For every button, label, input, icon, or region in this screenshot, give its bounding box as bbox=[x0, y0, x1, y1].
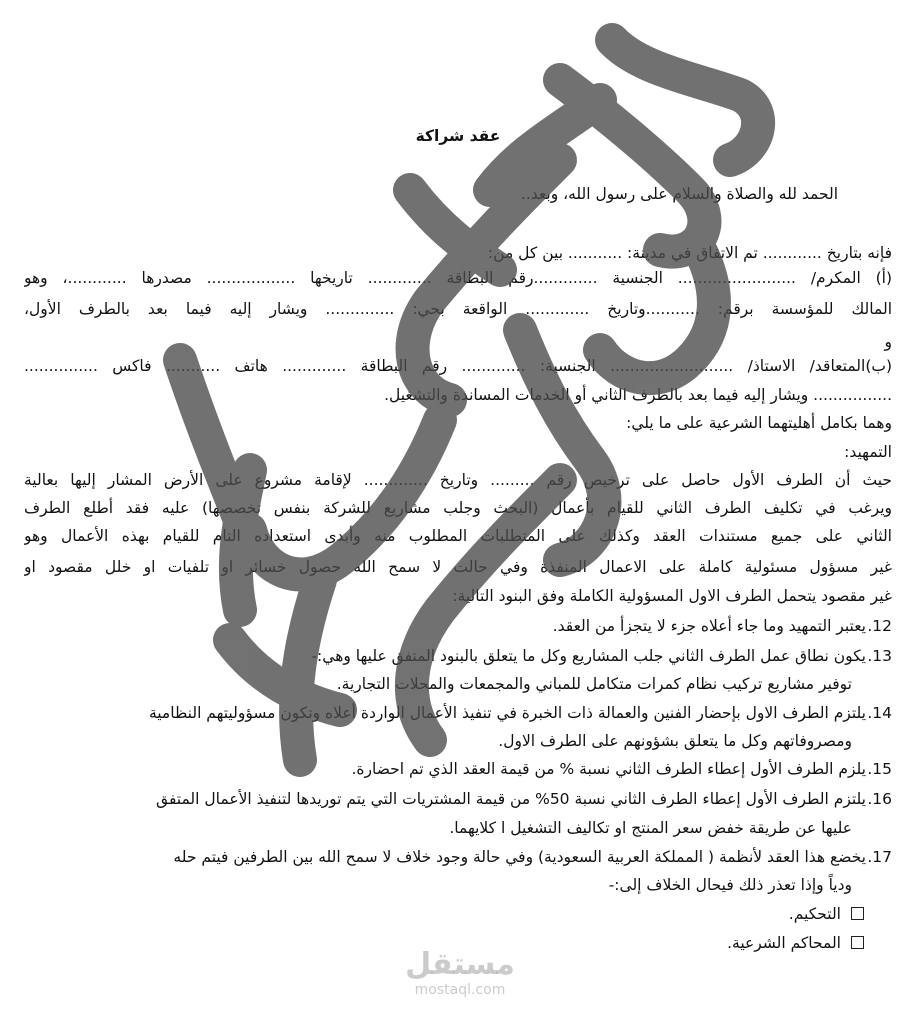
clause-14 bbox=[24, 701, 892, 725]
option-label: التحكيم. bbox=[788, 905, 841, 923]
clause-number: 17. bbox=[867, 848, 892, 866]
clause-number: 13. bbox=[867, 647, 892, 665]
checkbox-icon bbox=[851, 936, 864, 949]
watermark-brand-url: mostaql.com bbox=[414, 982, 506, 998]
preamble-heading: التمهيد: bbox=[844, 443, 892, 461]
intro-line: (أ) المكرم/ ........................ الجنسية .............رقم البطاقة ............. تاريخها .................. مصدرها ............، وهو bbox=[24, 269, 892, 287]
clause-14-continued: ومصروفاتهم وكل ما يتعلق بشؤونهم على الطرف الاول. bbox=[498, 732, 852, 750]
watermark-brand-arabic: مستقل bbox=[405, 947, 515, 982]
clause-text: يكون نطاق عمل الطرف الثاني جلب المشاريع وكل ما يتعلق بالبنود المتفق عليها وهي:- bbox=[311, 647, 866, 665]
preamble-line: غير مقصود يتحمل الطرف الاول المسؤولية الكاملة وفق البنود التالية: bbox=[452, 587, 892, 605]
preamble-line: ويرغب في تكليف الطرف الثاني للقيام بأعمال (البحث وجلب مشاريع للشركة بنفس تخصصها) عليه فقد أطلع الطرف bbox=[24, 499, 892, 517]
clause-text: يلتزم الطرف الاول بإحضار الفنين والعمالة ذات الخبرة في تنفيذ الأعمال الواردة أعلاه وتكون مسؤوليتهم النظامية bbox=[148, 704, 866, 722]
clause-text: يلتزم الطرف الأول إعطاء الطرف الثاني نسبة 50% من قيمة المشتريات التي يتم توريدها لتنفيذ الأعمال المتفق bbox=[156, 790, 866, 808]
preamble-line: حيث أن الطرف الأول حاصل على ترخيص رقم ......... وتاريخ ............. لإقامة مشروع على الأرض المشار إليها بعالية bbox=[24, 471, 892, 489]
intro-line: ................ ويشار إليه فيما بعد بالطرف الثاني أو الخدمات المساندة والتشغيل. bbox=[384, 386, 892, 404]
preamble-line: غير مسؤول مسئولية كاملة على الاعمال المنفذة وفي حالت لا سمح الله حصول خسائر او تلفيات او خلل مقصود او bbox=[24, 558, 892, 576]
clause-text: يخضع هذا العقد لأنظمة ( المملكة العربية السعودية) وفي حالة وجود خلاف لا سمح الله بين الطرفين فيتم حله bbox=[173, 848, 866, 866]
clause-12 bbox=[24, 614, 892, 638]
clause-16-continued: عليها عن طريقة خفض سعر المنتج او تكاليف التشغيل ا كلايهما. bbox=[449, 819, 852, 837]
clause-17 bbox=[24, 845, 892, 869]
intro-line: المالك للمؤسسة برقم: ...........وتاريخ ............. الواقعة بحي: .............. ويشار إليه فيما بعد بالطرف الأول، bbox=[24, 300, 892, 318]
option-sharia-courts bbox=[24, 931, 864, 955]
intro-line: فإنه بتاريخ ............ تم الاتفاق في مدينة: ........... بين كل من: bbox=[487, 244, 892, 262]
clause-13 bbox=[24, 644, 892, 668]
option-arbitration bbox=[24, 902, 864, 926]
clause-16 bbox=[24, 787, 892, 811]
clause-number: 12. bbox=[867, 617, 892, 635]
clause-15 bbox=[24, 757, 892, 781]
intro-line: و bbox=[884, 333, 892, 351]
intro-line: (ب)المتعاقد/ الاستاذ/ ......................... الجنسية: ............. رقم البطاقة ............. هاتف ........... فاكس ............... bbox=[24, 357, 892, 375]
clause-number: 14. bbox=[867, 704, 892, 722]
clause-text: يلزم الطرف الأول إعطاء الطرف الثاني نسبة % من قيمة العقد الذي تم احضارة. bbox=[351, 760, 866, 778]
intro-line: وهما بكامل أهليتهما الشرعية على ما يلي: bbox=[626, 414, 892, 432]
clause-17-continued: ودياً وإذا تعذر ذلك فيحال الخلاف إلى:- bbox=[608, 876, 852, 894]
clause-13-continued: توفير مشاريع تركيب نظام كمرات متكامل للمباني والمجمعات والمحلات التجارية. bbox=[336, 675, 852, 693]
clause-number: 16. bbox=[867, 790, 892, 808]
document-title: عقد شراكة bbox=[415, 127, 501, 145]
preamble-line: الثاني على جميع مستندات العقد وكذلك على المتطلبات المطلوب منه وأبدى استعداده التام للقيام بهذه الأعمال وهو bbox=[24, 527, 892, 545]
clause-text: يعتبر التمهيد وما جاء أعلاه جزء لا يتجزأ من العقد. bbox=[552, 617, 866, 635]
clause-number: 15. bbox=[867, 760, 892, 778]
option-label: المحاكم الشرعية. bbox=[727, 934, 841, 952]
opening-line: الحمد لله والصلاة والسلام على رسول الله، وبعد.. bbox=[520, 185, 838, 203]
checkbox-icon bbox=[851, 907, 864, 920]
